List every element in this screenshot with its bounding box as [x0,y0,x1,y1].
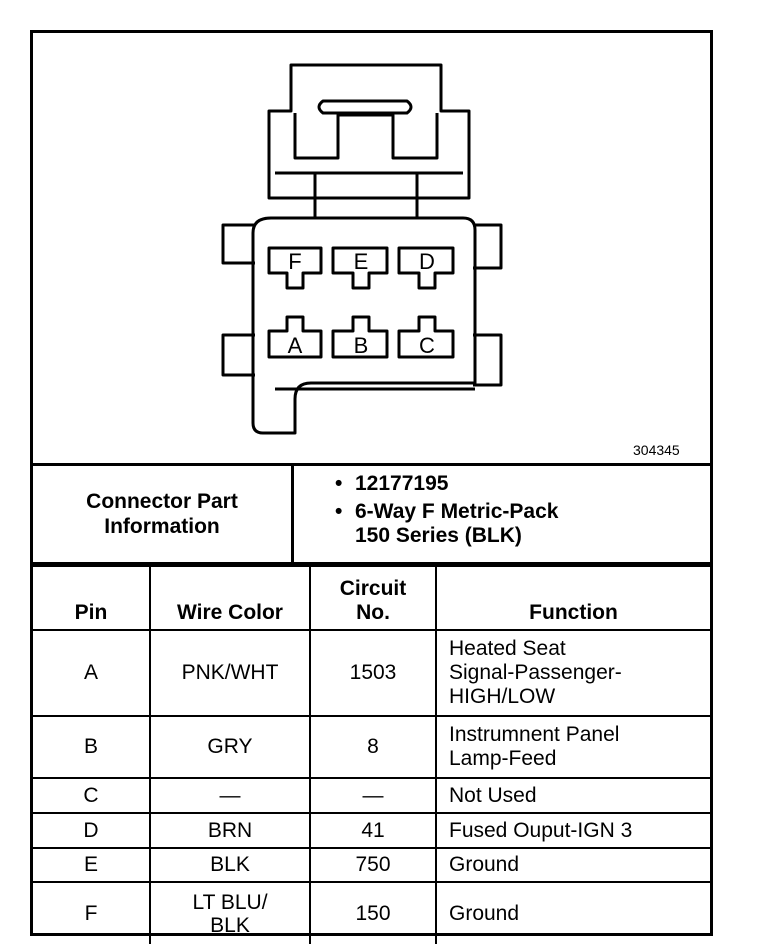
connector-diagram [33,33,710,463]
function-line: Lamp-Feed [449,747,557,770]
function-cell [436,848,710,882]
wire-color-line: BLK [210,913,250,937]
connector-info-row [33,463,710,565]
terminal-label-c: C [419,333,435,358]
info-label-line1: Connector Part [86,490,238,513]
table-header-row [33,566,710,630]
part-number-item [333,472,703,496]
bullet: • [335,500,343,523]
right-tab-lower [473,335,501,385]
terminal-label-b: B [353,333,369,358]
table-row [33,778,710,813]
wire-color-cell [150,882,310,944]
circuit-cell: 750 [310,848,436,882]
circuit-cell: 8 [310,716,436,778]
header-circuit-line2: No. [356,601,390,624]
function-cell [436,716,710,778]
circuit-cell: 150 [310,882,436,944]
table-row [33,882,710,944]
header-circuit-line1: Circuit [339,577,407,600]
function-line: Ground [449,901,520,925]
table-row [33,848,710,882]
wire-color-cell: BLK [150,848,310,882]
function-line: Not Used [449,783,537,807]
function-line: Instrumnent Panel [449,723,620,746]
terminal-label-a: A [287,333,303,358]
right-tab-upper [473,225,501,268]
latch-slot [319,101,411,113]
left-tab-upper [223,225,255,263]
connector-info-list [333,472,703,552]
wire-color-line: LT BLU/ [192,890,268,914]
header-wire-color: Wire Color [150,566,310,630]
connector-info-label [33,466,294,562]
table-row [33,813,710,848]
pin-cell: A [33,630,150,716]
function-line: HIGH/LOW [449,685,556,708]
wire-color-cell: BRN [150,813,310,848]
left-tab-lower [223,335,255,375]
header-function: Function [436,566,710,630]
function-line: Ground [449,853,520,876]
function-line: Signal-Passenger- [449,661,622,684]
terminal-label-d: D [419,249,435,274]
connector-type-item [333,500,703,548]
connector-type-line1: 6-Way F Metric-Pack [355,500,559,523]
wire-color-cell: — [150,778,310,813]
header-pin: Pin [33,566,150,630]
wire-color-cell: PNK/WHT [150,630,310,716]
pin-cell: B [33,716,150,778]
pin-table [33,565,710,944]
function-cell [436,778,710,813]
function-line: Heated Seat [449,637,566,660]
figure-id: 304345 [633,442,680,458]
latch-arm [295,113,437,158]
connector-type-line2: 150 Series (BLK) [355,524,522,547]
latch-housing [269,65,469,198]
pin-cell: D [33,813,150,848]
wire-color-cell: GRY [150,716,310,778]
pin-cell: F [33,882,150,944]
pin-cell: C [33,778,150,813]
table-row [33,716,710,778]
bullet: • [335,472,343,495]
function-line: Fused Ouput-IGN 3 [449,818,633,842]
circuit-cell: — [310,778,436,813]
table-row [33,630,710,716]
circuit-cell: 41 [310,813,436,848]
function-cell [436,813,710,848]
circuit-cell: 1503 [310,630,436,716]
function-cell [436,882,710,944]
terminal-label-f: F [288,249,302,274]
header-circuit [310,566,436,630]
function-cell [436,630,710,716]
part-number: 12177195 [355,472,449,495]
connector-sheet [30,30,713,936]
pin-cell: E [33,848,150,882]
terminal-label-e: E [353,249,369,274]
info-label-line2: Information [104,515,220,538]
